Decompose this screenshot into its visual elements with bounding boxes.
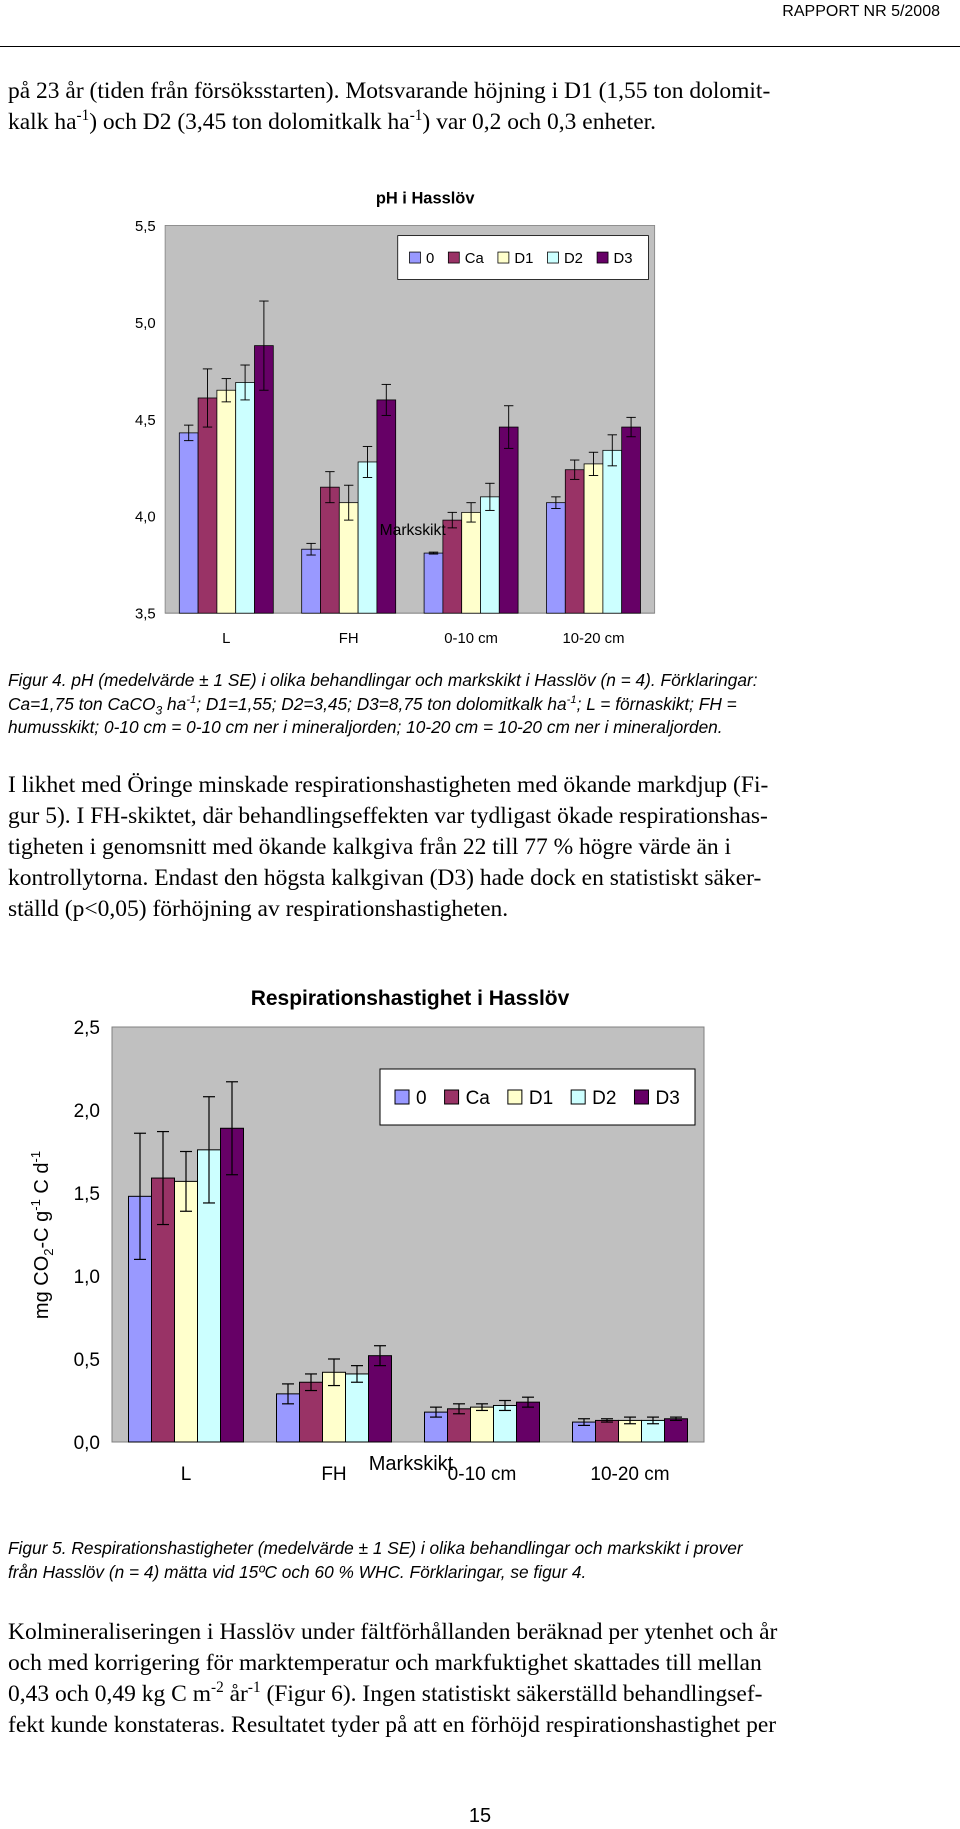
bar-0-3	[546, 503, 565, 614]
bar-D3-3	[665, 1419, 688, 1442]
bar-0-0	[179, 433, 198, 613]
chart-legend	[380, 1069, 695, 1125]
legend-swatch-0	[410, 252, 421, 263]
bar-D1-0	[175, 1181, 198, 1442]
bar-D3-2	[499, 427, 518, 613]
bar-D2-0	[236, 382, 255, 613]
x-tick-label: L	[222, 630, 231, 647]
paragraph-line: kontrollytorna. Endast den högsta kalkgivan (D3) hade dock en statistiskt säker-	[8, 865, 762, 891]
figure-4-caption	[8, 669, 953, 740]
bar-Ca-1	[300, 1382, 323, 1442]
legend-swatch-Ca	[445, 1090, 459, 1104]
paragraph-line: I likhet med Öringe minskade respirationshastigheten med ökande markdjup (Fi-	[8, 772, 769, 798]
y-tick-label: 4,5	[135, 412, 156, 429]
bar-D1-0	[217, 390, 236, 613]
legend-label: D3	[613, 251, 633, 268]
bar-Ca-3	[596, 1420, 619, 1442]
page-header	[0, 0, 960, 47]
bar-0-2	[424, 553, 443, 613]
legend-swatch-D3	[597, 252, 608, 263]
bar-D2-3	[603, 450, 622, 613]
y-axis-label: mg $CO_2-C$ $g^{-1}$ C $d^{-1}$	[28, 1150, 56, 1320]
bar-D2-1	[358, 462, 377, 613]
bar-D1-2	[471, 1407, 494, 1442]
bar-Ca-1	[320, 487, 339, 613]
intro-line-2: kalk $ha^{-1}$) och D2 (3,45 ton dolomitkalk $ha^{-1}$) var 0,2 och 0,3 enheter.	[8, 107, 657, 135]
bar-D2-1	[346, 1374, 369, 1442]
bar-D1-3	[584, 464, 603, 613]
x-tick-label: FH	[321, 1464, 347, 1485]
respiration-chart	[0, 975, 960, 1485]
figure-5-caption	[8, 1537, 953, 1584]
legend-label: D3	[655, 1088, 680, 1109]
caption-line: Figur 4. pH (medelvärde ± 1 SE) i olika behandlingar och markskikt i Hasslöv (n = 4). Förklaringar:	[8, 670, 758, 690]
bar-0-1	[302, 549, 321, 613]
x-tick-label: 0-10 cm	[444, 630, 498, 647]
page-number: 15	[468, 1805, 492, 1827]
bar-D3-1	[369, 1356, 392, 1442]
bar-D3-3	[622, 427, 641, 613]
bar-Ca-2	[443, 520, 462, 613]
paragraph-line: gur 5). I FH-skiktet, där behandlingseffekten var tydligast ökade respirationshas-	[8, 803, 768, 829]
x-tick-label: 0-10 cm	[447, 1464, 517, 1485]
y-tick-label: 3,5	[135, 606, 156, 623]
legend-label: D1	[528, 1088, 554, 1109]
legend-swatch-D1	[508, 1090, 522, 1104]
legend-swatch-D2	[548, 252, 559, 263]
y-tick-label: 2,0	[73, 1101, 100, 1122]
x-tick-label: FH	[338, 630, 359, 647]
paragraph-line: fekt kunde konstateras. Resultatet tyder på att en förhöjd respirationshastighet per	[8, 1712, 777, 1738]
y-tick-label: 5,0	[135, 315, 156, 332]
x-tick-label: L	[180, 1464, 192, 1485]
caption-line: från Hasslöv (n = 4) mätta vid 15ºC och 60 % WHC. Förklaringar, se figur 4.	[8, 1561, 587, 1582]
body-paragraph-2	[8, 770, 948, 925]
paragraph-line: Kolmineraliseringen i Hasslöv under fältförhållanden beräknad per ytenhet och år	[8, 1619, 778, 1645]
bar-D1-2	[462, 512, 481, 613]
paragraph-line: ställd (p<0,05) förhöjning av respirationshastigheten.	[8, 896, 509, 922]
y-tick-label: 0,5	[73, 1350, 100, 1371]
bar-Ca-3	[565, 470, 584, 613]
legend-label: Ca	[465, 1088, 490, 1109]
paragraph-line: och med korrigering för marktemperatur och markfuktighet skattades till mellan	[8, 1650, 762, 1676]
legend-swatch-D1	[498, 252, 509, 263]
paragraph-line: tigheten i genomsnitt med ökande kalkgiva från 22 till 77 % högre värde än i	[8, 834, 732, 860]
bar-D3-2	[517, 1402, 540, 1442]
legend-label: Ca	[464, 251, 484, 268]
y-tick-label: 0,0	[73, 1433, 100, 1454]
paragraph-line: 0,43 och 0,49 kg C $m^{-2}$ $år^{-1}$ (Figur 6). Ingen statistiskt säkerställd behandlingsef-	[8, 1679, 763, 1707]
legend-label: D2	[592, 1088, 617, 1109]
bar-Ca-0	[198, 398, 217, 613]
ph-chart	[0, 180, 960, 650]
legend-swatch-Ca	[448, 252, 459, 263]
caption-line: Figur 5. Respirationshastigheter (medelvärde ± 1 SE) i olika behandlingar och markskikt i prover	[8, 1538, 743, 1558]
chart-title: pH i Hasslöv	[375, 189, 475, 208]
report-number: RAPPORT NR 5/2008	[782, 3, 940, 20]
legend-swatch-0	[395, 1090, 409, 1104]
legend-label: D1	[514, 251, 534, 268]
x-axis-label: Markskikt	[368, 1453, 454, 1475]
body-paragraph-3	[8, 1617, 948, 1741]
chart-legend	[398, 236, 649, 280]
chart-title: Respirationshastighet i Hasslöv	[250, 987, 570, 1010]
intro-line-1: på 23 år (tiden från försöksstarten). Motsvarande höjning i D1 (1,55 ton dolomit-	[8, 78, 771, 104]
legend-label: D2	[563, 251, 583, 268]
y-tick-label: 1,0	[73, 1267, 100, 1288]
x-axis-label: Markskikt	[379, 521, 446, 539]
intro-paragraph	[8, 76, 948, 138]
y-tick-label: 1,5	[73, 1184, 100, 1205]
legend-swatch-D3	[634, 1090, 648, 1104]
legend-label: 0	[416, 1088, 427, 1109]
caption-line: Ca=1,75 ton CaCO$_3$ $ha^{-1}$; D1=1,55; D2=3,45; D3=8,75 ton dolomitkalk $ha^{-1}$; L = förnaskikt; FH =	[8, 693, 737, 717]
legend-label: 0	[425, 251, 435, 268]
x-tick-label: 10-20 cm	[590, 1464, 670, 1485]
bar-D3-1	[377, 400, 396, 613]
y-tick-label: 5,5	[135, 218, 156, 235]
bar-D2-2	[480, 497, 499, 613]
y-tick-label: 2,5	[73, 1018, 100, 1039]
caption-line: humusskikt; 0-10 cm = 0-10 cm ner i mineraljorden; 10-20 cm = 10-20 cm ner i mineraljorden.	[8, 717, 723, 737]
y-tick-label: 4,0	[135, 509, 156, 526]
x-tick-label: 10-20 cm	[562, 630, 625, 647]
legend-swatch-D2	[571, 1090, 585, 1104]
